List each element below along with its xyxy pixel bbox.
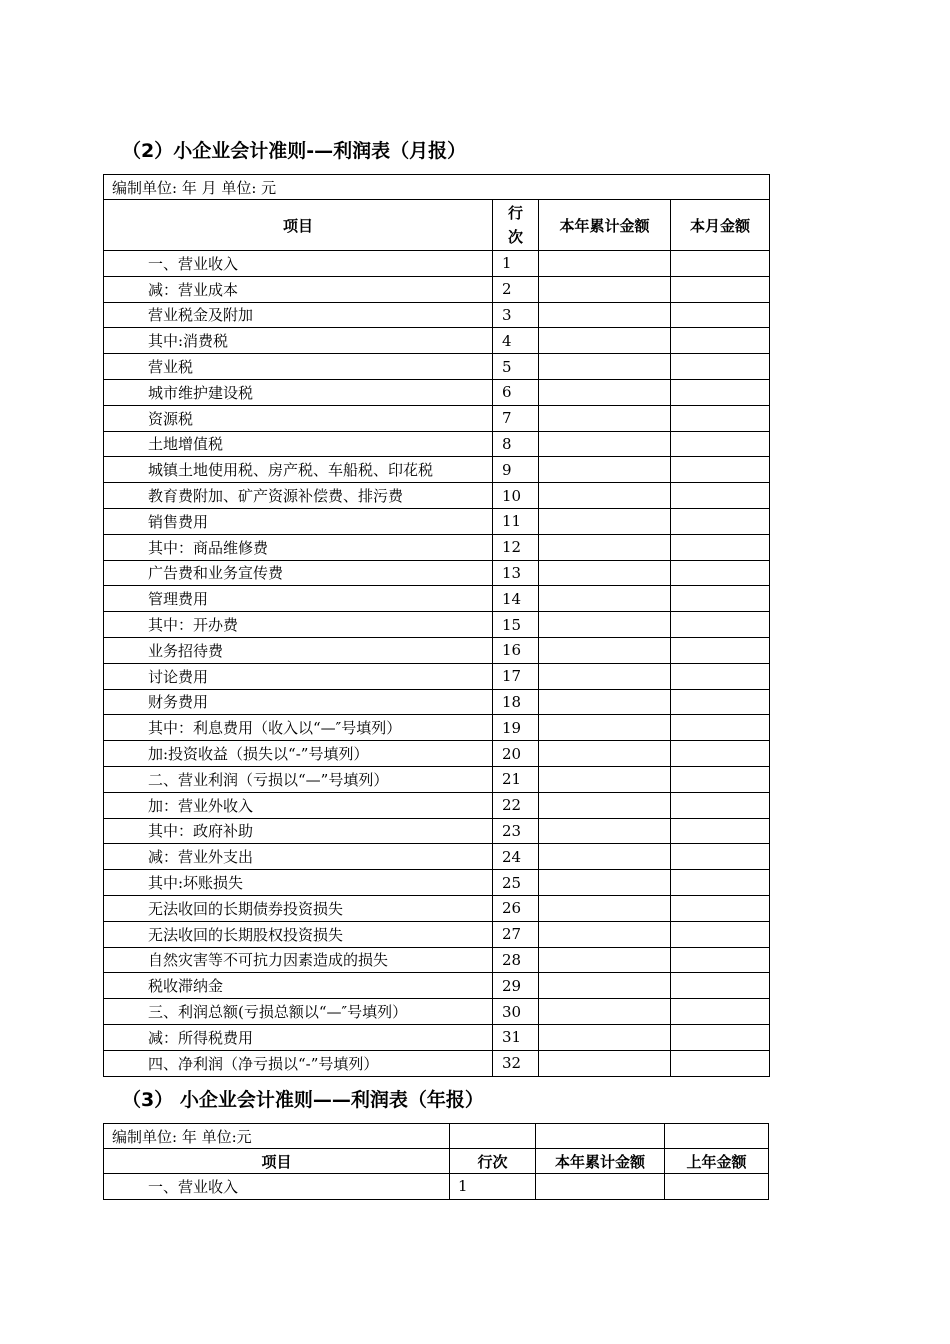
row-ytd-amount-cell — [539, 586, 671, 612]
table-row — [104, 973, 770, 999]
row-line-number: 22 — [493, 792, 539, 818]
row-item-label: 营业税 — [104, 354, 493, 380]
row-line-number: 13 — [493, 560, 539, 586]
row-ytd-amount-cell — [539, 766, 671, 792]
row-ytd-amount-cell — [539, 302, 671, 328]
table-row — [104, 251, 770, 277]
row-line-number: 30 — [493, 999, 539, 1025]
header-ytd-amount: 本年累计金额 — [539, 200, 671, 251]
row-period-amount-cell — [671, 818, 770, 844]
row-item-label: 其中：政府补助 — [104, 818, 493, 844]
row-line-number: 1 — [493, 251, 539, 277]
header-line-top: 行 — [507, 204, 523, 222]
row-ytd-amount-cell — [539, 921, 671, 947]
table-row — [104, 612, 770, 638]
row-period-amount-cell — [671, 663, 770, 689]
header-item: 项目 — [104, 200, 493, 251]
table-row — [104, 1050, 770, 1076]
row-ytd-amount-cell — [539, 328, 671, 354]
row-line-number: 23 — [493, 818, 539, 844]
header-item: 项目 — [104, 1149, 450, 1174]
row-period-amount-cell — [671, 586, 770, 612]
row-ytd-amount-cell — [539, 379, 671, 405]
row-line-number: 16 — [493, 637, 539, 663]
table-row — [104, 870, 770, 896]
table-row — [104, 766, 770, 792]
row-period-amount-cell — [665, 1174, 769, 1200]
row-ytd-amount-cell — [539, 457, 671, 483]
row-line-number: 4 — [493, 328, 539, 354]
row-item-label: 土地增值税 — [104, 431, 493, 457]
row-item-label: 营业税金及附加 — [104, 302, 493, 328]
row-ytd-amount-cell — [539, 792, 671, 818]
row-ytd-amount-cell — [539, 741, 671, 767]
unit-line: 编制单位: 年 单位:元 — [104, 1124, 450, 1149]
row-line-number: 7 — [493, 405, 539, 431]
table-row — [104, 741, 770, 767]
row-ytd-amount-cell — [539, 560, 671, 586]
row-period-amount-cell — [671, 921, 770, 947]
table-row — [104, 792, 770, 818]
row-period-amount-cell — [671, 431, 770, 457]
row-line-number: 29 — [493, 973, 539, 999]
row-ytd-amount-cell — [539, 534, 671, 560]
row-line-number: 17 — [493, 663, 539, 689]
row-item-label: 广告费和业务宣传费 — [104, 560, 493, 586]
row-item-label: 减：营业外支出 — [104, 844, 493, 870]
row-period-amount-cell — [671, 689, 770, 715]
row-line-number: 1 — [450, 1174, 536, 1200]
header-line-no: 行次 — [450, 1149, 536, 1174]
row-period-amount-cell — [671, 715, 770, 741]
header-month-amount: 本月金额 — [671, 200, 770, 251]
row-ytd-amount-cell — [539, 276, 671, 302]
row-period-amount-cell — [671, 508, 770, 534]
row-item-label: 其中:消费税 — [104, 328, 493, 354]
row-period-amount-cell — [671, 999, 770, 1025]
row-ytd-amount-cell — [539, 251, 671, 277]
row-line-number: 26 — [493, 895, 539, 921]
row-item-label: 四、净利润（净亏损以“-”号填列） — [104, 1050, 493, 1076]
row-item-label: 一、营业收入 — [104, 1174, 450, 1200]
monthly-income-statement-table — [103, 174, 770, 1077]
row-ytd-amount-cell — [539, 612, 671, 638]
row-item-label: 加：营业外收入 — [104, 792, 493, 818]
row-period-amount-cell — [671, 637, 770, 663]
row-line-number: 12 — [493, 534, 539, 560]
row-ytd-amount-cell — [539, 354, 671, 380]
row-period-amount-cell — [671, 328, 770, 354]
table-row — [104, 534, 770, 560]
row-item-label: 销售费用 — [104, 508, 493, 534]
unit-row — [104, 1124, 769, 1149]
header-row — [104, 1149, 769, 1174]
row-item-label: 无法收回的长期债券投资损失 — [104, 895, 493, 921]
row-period-amount-cell — [671, 483, 770, 509]
row-period-amount-cell — [671, 379, 770, 405]
row-line-number: 28 — [493, 947, 539, 973]
table-row — [104, 663, 770, 689]
row-line-number: 6 — [493, 379, 539, 405]
row-ytd-amount-cell — [539, 1050, 671, 1076]
row-ytd-amount-cell — [539, 689, 671, 715]
row-item-label: 税收滞纳金 — [104, 973, 493, 999]
annual-income-statement-table — [103, 1123, 769, 1200]
table-row — [104, 431, 770, 457]
row-line-number: 21 — [493, 766, 539, 792]
row-period-amount-cell — [671, 844, 770, 870]
row-period-amount-cell — [671, 405, 770, 431]
row-item-label: 二、营业利润（亏损以“—”号填列） — [104, 766, 493, 792]
row-line-number: 31 — [493, 1024, 539, 1050]
table-row — [104, 586, 770, 612]
row-period-amount-cell — [671, 457, 770, 483]
row-period-amount-cell — [671, 741, 770, 767]
row-item-label: 管理费用 — [104, 586, 493, 612]
unit-row — [104, 175, 770, 200]
row-line-number: 2 — [493, 276, 539, 302]
table-row — [104, 560, 770, 586]
row-item-label: 城镇土地使用税、房产税、车船税、印花税 — [104, 457, 493, 483]
row-item-label: 城市维护建设税 — [104, 379, 493, 405]
table-row — [104, 818, 770, 844]
row-period-amount-cell — [671, 534, 770, 560]
row-ytd-amount-cell — [539, 895, 671, 921]
row-period-amount-cell — [671, 276, 770, 302]
row-ytd-amount-cell — [539, 431, 671, 457]
row-item-label: 讨论费用 — [104, 663, 493, 689]
row-line-number: 5 — [493, 354, 539, 380]
row-item-label: 减：营业成本 — [104, 276, 493, 302]
row-period-amount-cell — [671, 354, 770, 380]
row-item-label: 业务招待费 — [104, 637, 493, 663]
row-period-amount-cell — [671, 973, 770, 999]
row-period-amount-cell — [671, 792, 770, 818]
table-row — [104, 999, 770, 1025]
table-row — [104, 637, 770, 663]
monthly-report-title: （2）小企业会计准则-—利润表（月报） — [122, 140, 467, 162]
row-line-number: 11 — [493, 508, 539, 534]
row-line-number: 18 — [493, 689, 539, 715]
table-row — [104, 508, 770, 534]
table-row — [104, 895, 770, 921]
row-item-label: 财务费用 — [104, 689, 493, 715]
row-ytd-amount-cell — [539, 508, 671, 534]
table-row — [104, 457, 770, 483]
row-period-amount-cell — [671, 947, 770, 973]
row-ytd-amount-cell — [539, 637, 671, 663]
row-line-number: 3 — [493, 302, 539, 328]
row-ytd-amount-cell — [539, 1024, 671, 1050]
row-ytd-amount-cell — [539, 405, 671, 431]
row-ytd-amount-cell — [539, 715, 671, 741]
row-ytd-amount-cell — [539, 844, 671, 870]
row-item-label: 一、营业收入 — [104, 251, 493, 277]
header-ytd-amount: 本年累计金额 — [536, 1149, 665, 1174]
row-line-number: 15 — [493, 612, 539, 638]
table-row — [104, 302, 770, 328]
row-period-amount-cell — [671, 766, 770, 792]
row-line-number: 24 — [493, 844, 539, 870]
row-line-number: 19 — [493, 715, 539, 741]
row-period-amount-cell — [671, 612, 770, 638]
row-period-amount-cell — [671, 1050, 770, 1076]
table-row — [104, 276, 770, 302]
row-ytd-amount-cell — [539, 663, 671, 689]
row-item-label: 其中：商品维修费 — [104, 534, 493, 560]
row-period-amount-cell — [671, 870, 770, 896]
row-line-number: 25 — [493, 870, 539, 896]
table-row — [104, 921, 770, 947]
unit-line: 编制单位: 年 月 单位: 元 — [104, 175, 770, 200]
table-row — [104, 689, 770, 715]
row-period-amount-cell — [671, 251, 770, 277]
table-row — [104, 328, 770, 354]
row-item-label: 资源税 — [104, 405, 493, 431]
table-row — [104, 947, 770, 973]
row-item-label: 其中:坏账损失 — [104, 870, 493, 896]
row-ytd-amount-cell — [536, 1174, 665, 1200]
row-period-amount-cell — [671, 560, 770, 586]
table-row — [104, 354, 770, 380]
header-line-bottom: 次 — [507, 228, 523, 246]
row-ytd-amount-cell — [539, 818, 671, 844]
row-line-number: 10 — [493, 483, 539, 509]
row-line-number: 8 — [493, 431, 539, 457]
row-ytd-amount-cell — [539, 870, 671, 896]
header-line-no — [493, 200, 539, 251]
row-item-label: 无法收回的长期股权投资损失 — [104, 921, 493, 947]
row-ytd-amount-cell — [539, 947, 671, 973]
table-row — [104, 844, 770, 870]
row-line-number: 9 — [493, 457, 539, 483]
table-row — [104, 405, 770, 431]
table-row — [104, 379, 770, 405]
annual-report-title: （3） 小企业会计准则——利润表（年报） — [122, 1089, 484, 1111]
row-line-number: 14 — [493, 586, 539, 612]
row-item-label: 自然灾害等不可抗力因素造成的损失 — [104, 947, 493, 973]
header-row — [104, 200, 770, 251]
row-item-label: 加:投资收益（损失以“-”号填列） — [104, 741, 493, 767]
row-period-amount-cell — [671, 1024, 770, 1050]
row-period-amount-cell — [671, 302, 770, 328]
row-item-label: 三、利润总额(亏损总额以“—″号填列） — [104, 999, 493, 1025]
header-prior-amount: 上年金额 — [665, 1149, 769, 1174]
table-row — [104, 483, 770, 509]
row-item-label: 其中：开办费 — [104, 612, 493, 638]
row-ytd-amount-cell — [539, 483, 671, 509]
row-item-label: 减：所得税费用 — [104, 1024, 493, 1050]
row-line-number: 32 — [493, 1050, 539, 1076]
row-item-label: 其中：利息费用（收入以“—″号填列） — [104, 715, 493, 741]
row-item-label: 教育费附加、矿产资源补偿费、排污费 — [104, 483, 493, 509]
table-row — [104, 1174, 769, 1200]
table-row — [104, 715, 770, 741]
row-period-amount-cell — [671, 895, 770, 921]
row-line-number: 27 — [493, 921, 539, 947]
table-row — [104, 1024, 770, 1050]
row-ytd-amount-cell — [539, 973, 671, 999]
row-line-number: 20 — [493, 741, 539, 767]
row-ytd-amount-cell — [539, 999, 671, 1025]
